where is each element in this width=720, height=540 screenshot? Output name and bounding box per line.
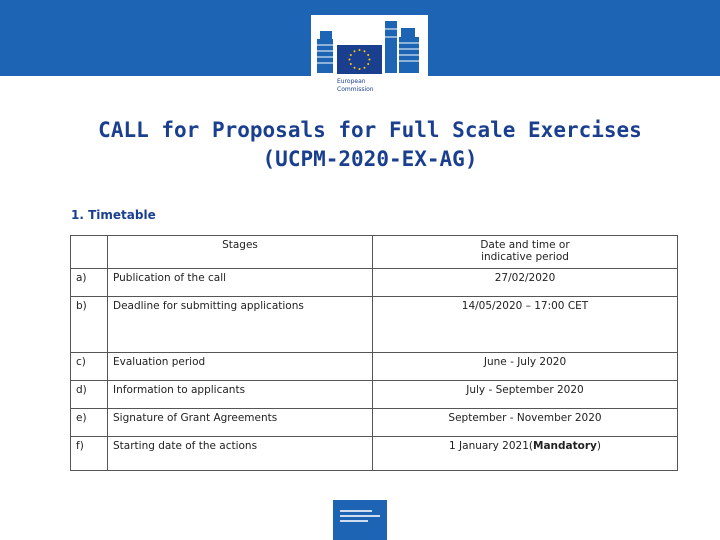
row-date-suffix: ) [596,440,601,452]
row-date: 27/02/2020 [373,269,678,297]
page-title [40,116,700,174]
table-row [71,269,678,297]
row-date-mandatory: Mandatory [533,440,597,452]
logo-text-line1: European [337,78,366,85]
row-date [373,437,678,471]
table-row [71,409,678,437]
page-title-line2: (UCPM-2020-EX-AG) [262,147,478,171]
row-letter: a) [71,269,108,297]
row-letter: b) [71,297,108,353]
logo-text-line2: Commission [337,86,374,93]
footer-logo [333,500,387,540]
table-row [71,381,678,409]
header-cell-date [373,236,678,269]
row-date: July - September 2020 [373,381,678,409]
section-heading: 1. Timetable [71,208,156,222]
row-stage: Starting date of the actions [108,437,373,471]
european-commission-logo [311,15,428,100]
row-date: 14/05/2020 – 17:00 CET [373,297,678,353]
row-stage: Publication of the call [108,269,373,297]
table-row [71,353,678,381]
header-date-line1: Date and time or [480,239,570,251]
row-letter: f) [71,437,108,471]
row-stage: Information to applicants [108,381,373,409]
row-stage: Signature of Grant Agreements [108,409,373,437]
logo-caption [337,78,397,94]
row-stage: Deadline for submitting applications [108,297,373,353]
row-date: June - July 2020 [373,353,678,381]
row-letter: e) [71,409,108,437]
row-date: September - November 2020 [373,409,678,437]
header-date-line2: indicative period [481,251,569,263]
table-row [71,297,678,353]
header-cell-empty [71,236,108,269]
timetable [70,235,678,471]
footer-text-lines-icon [333,500,387,540]
row-date-prefix: 1 January 2021( [449,440,533,452]
table-header-row [71,236,678,269]
row-letter: c) [71,353,108,381]
row-stage: Evaluation period [108,353,373,381]
header-cell-stages: Stages [108,236,373,269]
page-title-line1: CALL for Proposals for Full Scale Exercises [98,118,642,142]
row-letter: d) [71,381,108,409]
table-row [71,437,678,471]
